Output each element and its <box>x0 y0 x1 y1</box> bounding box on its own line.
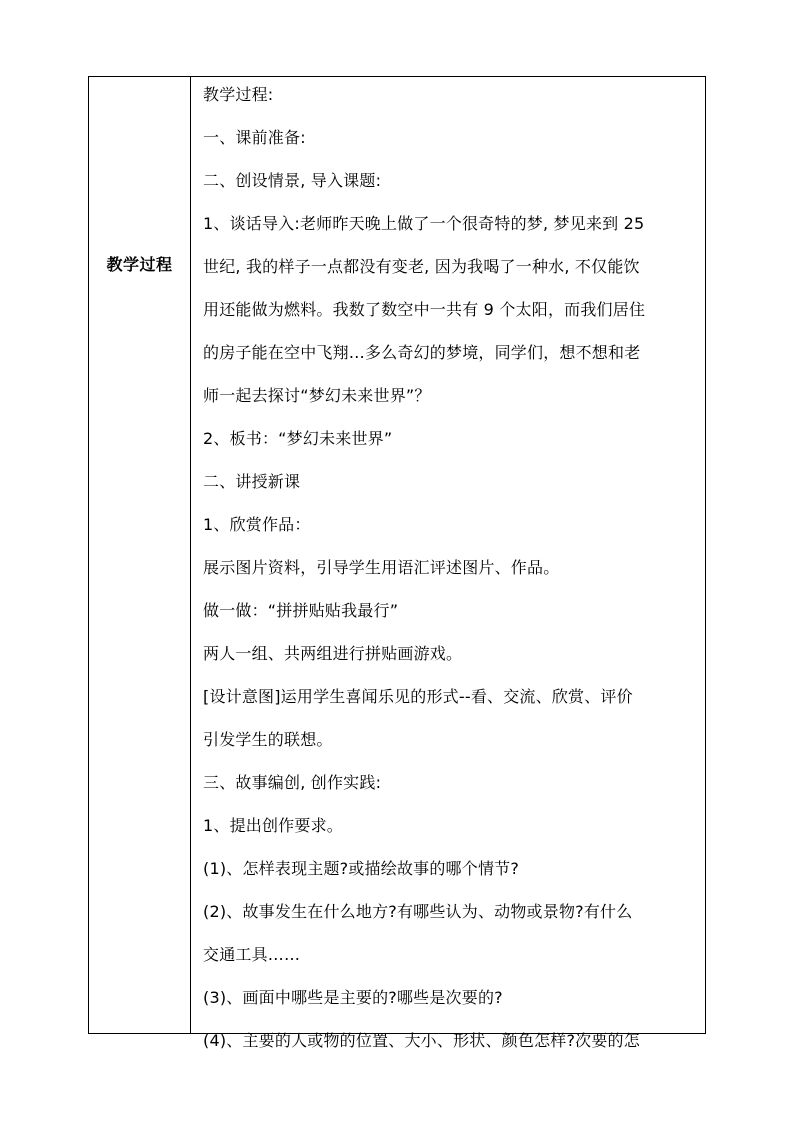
content-line: 2、板书：“梦幻未来世界” <box>203 429 393 448</box>
content-line: 一、课前准备: <box>203 128 306 147</box>
content-line: 展示图片资料，引导学生用语汇评述图片、作品。 <box>203 558 560 577</box>
content-line: (3)、画面中哪些是主要的?哪些是次要的? <box>203 988 503 1007</box>
label-cell <box>89 77 191 1033</box>
content-line: 两人一组、共两组进行拼贴画游戏。 <box>203 644 463 663</box>
content-line: 引发学生的联想。 <box>203 730 333 749</box>
content-line: 二、创设情景, 导入课题: <box>203 171 382 190</box>
content-line: 1、提出创作要求。 <box>203 816 343 835</box>
content-line: (1)、怎样表现主题?或描绘故事的哪个情节? <box>203 859 520 878</box>
content-line: (2)、故事发生在什么地方?有哪些认为、动物或景物?有什么 <box>203 902 633 921</box>
content-line: 1、谈话导入:老师昨天晚上做了一个很奇特的梦, 梦见来到 25 <box>203 214 645 233</box>
content-line: [设计意图]运用学生喜闻乐见的形式--看、交流、欣赏、评价 <box>203 687 633 706</box>
content-line: 师一起去探讨“梦幻未来世界”？ <box>203 386 431 405</box>
content-line: 世纪, 我的样子一点都没有变老, 因为我喝了一种水, 不仅能饮 <box>203 257 640 276</box>
content-line: 三、故事编创, 创作实践: <box>203 773 382 792</box>
row-label: 教学过程 <box>106 255 173 274</box>
lesson-table <box>88 76 706 1050</box>
content-line: 教学过程: <box>203 85 274 104</box>
content-line: 做一做：“拼拼贴贴我最行” <box>203 601 399 620</box>
content-line: 1、欣赏作品： <box>203 515 311 534</box>
content-line: 用还能做为燃料。我数了数空中一共有 9 个太阳，而我们居住 <box>203 300 646 319</box>
content-line: (4)、主要的人或物的位置、大小、形状、颜色怎样?次要的怎 <box>203 1031 640 1050</box>
content-line: 交通工具…… <box>203 945 301 964</box>
content-line: 二、讲授新课 <box>203 472 301 491</box>
content-cell <box>191 77 705 1050</box>
content-line: 的房子能在空中飞翔…多么奇幻的梦境，同学们，想不想和老 <box>203 343 641 362</box>
